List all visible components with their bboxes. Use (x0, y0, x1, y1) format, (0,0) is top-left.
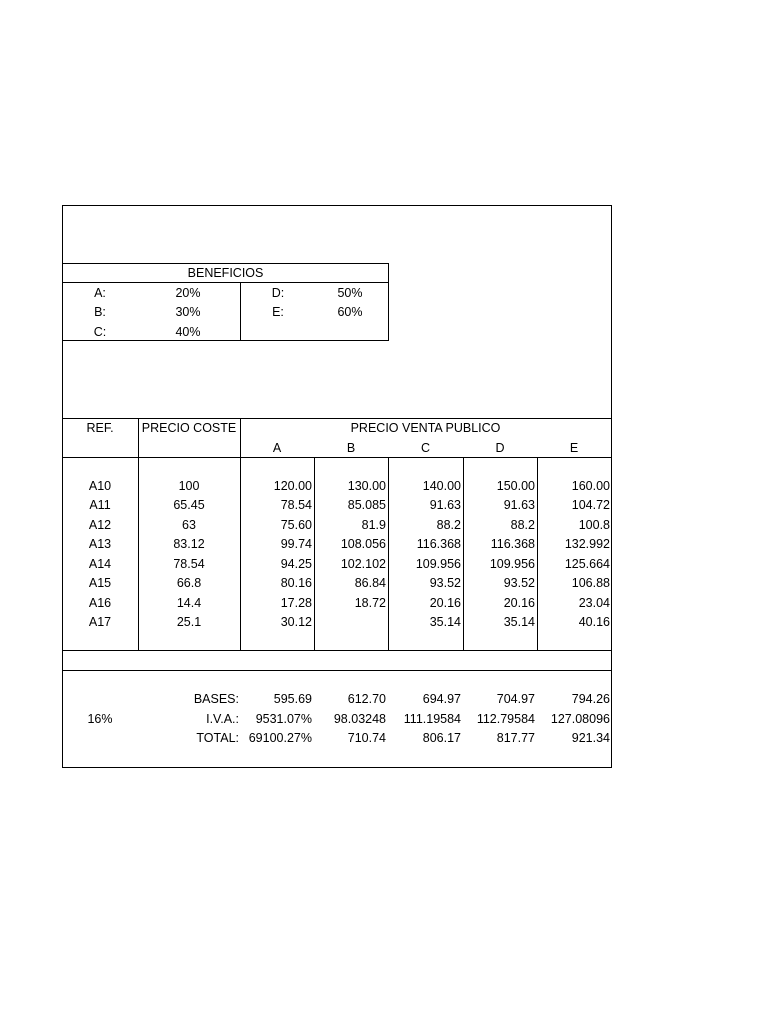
cell-price-a: 30.12 (280, 615, 312, 629)
beneficio-label-c: C: (93, 325, 107, 339)
cell-price-c: 35.14 (429, 615, 461, 629)
beneficio-value-a: 20% (175, 286, 201, 300)
cell-price-c: 88.2 (436, 518, 461, 532)
header-precio-venta: PRECIO VENTA PUBLICO (350, 421, 501, 435)
cell-precio-coste: 14.4 (176, 596, 202, 610)
beneficio-value-e: 60% (337, 305, 363, 319)
cell-price-c: 91.63 (429, 498, 461, 512)
totals-top-line (62, 670, 612, 671)
totals-value-c: 806.17 (422, 731, 461, 745)
totals-value-b: 710.74 (347, 731, 386, 745)
cell-price-a: 99.74 (280, 537, 312, 551)
cell-precio-coste: 66.8 (176, 576, 202, 590)
cell-price-b: 130.00 (347, 479, 386, 493)
totals-value-a: 9531.07% (255, 712, 312, 726)
totals-value-a: 69100.27% (248, 731, 312, 745)
cell-precio-coste: 83.12 (173, 537, 205, 551)
cell-price-c: 140.00 (422, 479, 461, 493)
totals-label: I.V.A.: (206, 712, 239, 726)
cell-price-c: 116.368 (416, 537, 461, 551)
frame-bottom-border (62, 767, 612, 768)
cell-price-e: 100.8 (578, 518, 610, 532)
cell-price-e: 104.72 (571, 498, 610, 512)
cell-price-d: 88.2 (510, 518, 535, 532)
header-col-b: B (346, 441, 356, 455)
cell-ref: A15 (88, 576, 112, 590)
cell-price-b (313, 614, 386, 630)
cell-price-b: 18.72 (354, 596, 386, 610)
header-col-e: E (569, 441, 579, 455)
beneficios-bottom-line (62, 340, 389, 341)
cell-precio-coste: 65.45 (173, 498, 205, 512)
header-col-d: D (495, 441, 505, 455)
cell-ref: A10 (88, 479, 112, 493)
cell-price-d: 35.14 (503, 615, 535, 629)
frame-right-border (611, 205, 612, 768)
totals-value-e: 794.26 (571, 692, 610, 706)
cell-precio-coste: 25.1 (176, 615, 202, 629)
cell-price-b: 102.102 (340, 557, 386, 571)
cell-price-a: 80.16 (280, 576, 312, 590)
cell-price-a: 120.00 (273, 479, 312, 493)
cell-ref: A12 (88, 518, 112, 532)
cell-price-e: 125.664 (564, 557, 610, 571)
table-body-bottom-line (62, 650, 612, 651)
cell-price-a: 78.54 (280, 498, 312, 512)
cell-price-c: 20.16 (429, 596, 461, 610)
cell-price-c: 109.956 (415, 557, 461, 571)
cell-price-e: 132.992 (564, 537, 610, 551)
cell-price-d: 116.368 (490, 537, 535, 551)
totals-value-d: 112.79584 (476, 712, 535, 726)
totals-value-e: 127.08096 (550, 712, 610, 726)
totals-value-d: 817.77 (496, 731, 535, 745)
totals-value-d: 704.97 (496, 692, 535, 706)
header-precio-coste: PRECIO COSTE (141, 421, 237, 435)
header-col-a: A (272, 441, 282, 455)
totals-label: BASES: (193, 692, 239, 706)
totals-value-e: 921.34 (571, 731, 610, 745)
beneficios-title-line (62, 282, 389, 283)
cell-price-c: 93.52 (429, 576, 461, 590)
cell-price-e: 23.04 (578, 596, 610, 610)
cell-precio-coste: 78.54 (173, 557, 205, 571)
beneficio-value-c: 40% (175, 325, 201, 339)
header-ref: REF. (86, 421, 114, 435)
beneficio-value-d: 50% (337, 286, 363, 300)
beneficio-label-a: A: (94, 286, 106, 300)
beneficio-value-b: 30% (175, 305, 201, 319)
cell-price-b: 86.84 (354, 576, 386, 590)
cell-price-e: 160.00 (571, 479, 610, 493)
cell-price-e: 106.88 (571, 576, 610, 590)
totals-value-c: 694.97 (422, 692, 461, 706)
cell-precio-coste: 100 (178, 479, 200, 493)
beneficio-label-e: E: (272, 305, 284, 319)
totals-label: TOTAL: (196, 731, 239, 745)
cell-price-b: 85.085 (347, 498, 386, 512)
beneficio-label-b: B: (94, 305, 106, 319)
cell-price-d: 20.16 (503, 596, 535, 610)
cell-price-d: 91.63 (503, 498, 535, 512)
cell-ref: A14 (88, 557, 112, 571)
table-header-top-line (62, 418, 612, 419)
cell-price-a: 75.60 (280, 518, 312, 532)
cell-precio-coste: 63 (182, 518, 196, 532)
totals-value-b: 98.03248 (333, 712, 386, 726)
cell-ref: A17 (88, 615, 112, 629)
totals-value-c: 111.19584 (403, 712, 461, 726)
cell-price-d: 150.00 (496, 479, 535, 493)
cell-price-a: 94.25 (280, 557, 312, 571)
beneficios-mid-line (240, 282, 241, 341)
beneficios-title: BENEFICIOS (187, 266, 264, 280)
header-col-c: C (420, 441, 431, 455)
iva-rate: 16% (87, 712, 113, 726)
cell-ref: A16 (88, 596, 112, 610)
totals-value-b: 612.70 (347, 692, 386, 706)
beneficios-top-line (62, 263, 389, 264)
totals-value-a: 595.69 (273, 692, 312, 706)
cell-ref: A11 (89, 498, 111, 512)
cell-price-a: 17.28 (280, 596, 312, 610)
beneficio-label-d: D: (271, 286, 285, 300)
cell-price-d: 93.52 (503, 576, 535, 590)
table-header-bottom-line (62, 457, 612, 458)
cell-price-d: 109.956 (489, 557, 535, 571)
cell-price-e: 40.16 (578, 615, 610, 629)
cell-price-b: 108.056 (340, 537, 386, 551)
frame-top-border (62, 205, 612, 206)
cell-ref: A13 (88, 537, 112, 551)
cell-price-b: 81.9 (361, 518, 386, 532)
